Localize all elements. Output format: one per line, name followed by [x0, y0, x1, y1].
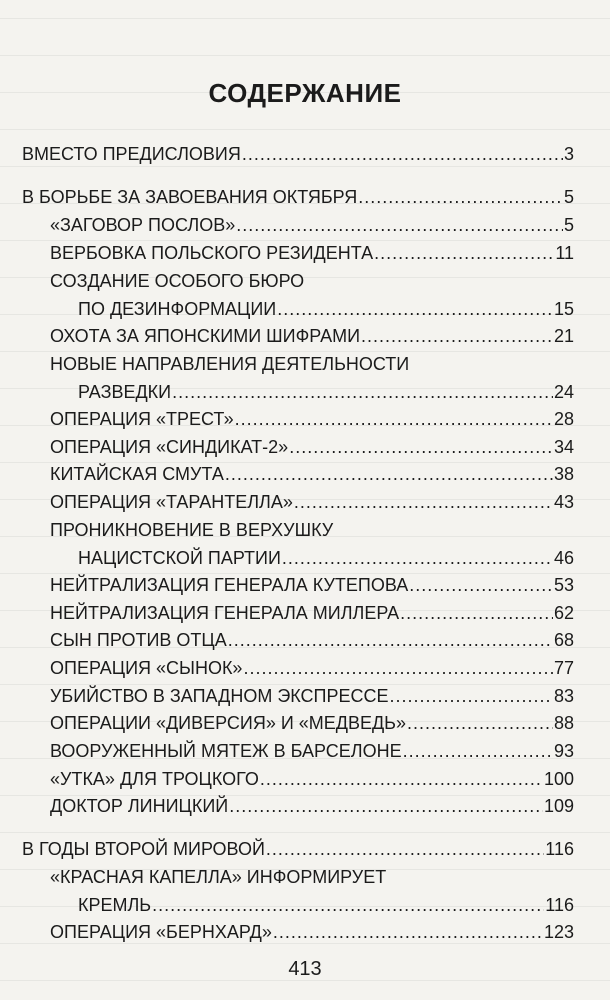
- toc-entry: [50, 460, 574, 488]
- dot-leader: [229, 792, 543, 820]
- toc-entry-page: 21: [553, 326, 574, 346]
- toc-entry-title: НЕЙТРАЛИЗАЦИЯ ГЕНЕРАЛА КУТЕПОВА: [50, 575, 409, 595]
- toc-entry: [50, 599, 574, 627]
- dot-leader: [277, 295, 553, 323]
- dot-leader: [152, 891, 544, 919]
- toc-entry-page: 46: [553, 548, 574, 568]
- toc-entry: [22, 140, 574, 168]
- toc-entry: [50, 267, 574, 323]
- toc-entry-page: 123: [543, 922, 574, 942]
- toc-entry-page: 116: [545, 895, 574, 915]
- toc-entry-page: 68: [553, 630, 574, 650]
- toc-entry-title: НОВЫЕ НАПРАВЛЕНИЯ ДЕЯТЕЛЬНОСТИ: [50, 354, 410, 374]
- toc-entry: [50, 765, 574, 793]
- toc-entry-page: 24: [553, 382, 574, 402]
- toc-entry-title: ОПЕРАЦИЯ «СИНДИКАТ-2»: [50, 437, 289, 457]
- dot-leader: [282, 544, 553, 572]
- toc-entry-page: 77: [553, 658, 574, 678]
- toc-entry: [50, 918, 574, 946]
- toc-entry: [22, 835, 574, 863]
- dot-leader: [236, 211, 563, 239]
- dot-leader: [266, 835, 544, 863]
- toc-entry-page: 5: [563, 215, 574, 235]
- toc-entry-title: ВЕРБОВКА ПОЛЬСКОГО РЕЗИДЕНТА: [50, 243, 374, 263]
- toc-entry-title: КИТАЙСКАЯ СМУТА: [50, 464, 224, 484]
- toc-entry-title: ОПЕРАЦИЯ «БЕРНХАРД»: [50, 922, 272, 942]
- toc-entry-title: ПРОНИКНОВЕНИЕ В ВЕРХУШКУ: [50, 520, 334, 540]
- toc-entry: [50, 863, 574, 919]
- toc-entry: [50, 516, 574, 572]
- toc-entry-page: 38: [553, 464, 574, 484]
- dot-leader: [273, 918, 543, 946]
- dot-leader: [358, 183, 563, 211]
- toc-entry-title: ВМЕСТО ПРЕДИСЛОВИЯ: [22, 144, 241, 164]
- dot-leader: [242, 140, 563, 168]
- dot-leader: [235, 405, 553, 433]
- dot-leader: [228, 626, 553, 654]
- toc-entry-title: ОПЕРАЦИЯ «ТАРАНТЕЛЛА»: [50, 492, 293, 512]
- toc-entry-page: 34: [553, 437, 574, 457]
- dot-leader: [403, 737, 553, 765]
- toc-entry-title: «КРАСНАЯ КАПЕЛЛА» ИНФОРМИРУЕТ: [50, 867, 387, 887]
- page-number: 413: [288, 958, 322, 980]
- toc-entry-title: НАЦИСТСКОЙ ПАРТИИ: [78, 548, 281, 568]
- toc-entry-title: В ГОДЫ ВТОРОЙ МИРОВОЙ: [22, 839, 265, 859]
- toc-entry-page: 53: [553, 575, 574, 595]
- toc-entry-title: КРЕМЛЬ: [78, 895, 152, 915]
- toc-entry-title: ПО ДЕЗИНФОРМАЦИИ: [78, 299, 277, 319]
- toc-entry-title: ДОКТОР ЛИНИЦКИЙ: [50, 796, 229, 816]
- toc-entry: [50, 737, 574, 765]
- dot-leader: [172, 378, 553, 406]
- dot-leader: [374, 239, 554, 267]
- toc-entry: [50, 211, 574, 239]
- toc-entry-title: ОПЕРАЦИЯ «СЫНОК»: [50, 658, 243, 678]
- dot-leader: [225, 460, 553, 488]
- toc-entry-title: УБИЙСТВО В ЗАПАДНОМ ЭКСПРЕССЕ: [50, 686, 389, 706]
- toc-entry-page: 3: [563, 144, 574, 164]
- dot-leader: [400, 599, 553, 627]
- toc-entry: [50, 792, 574, 820]
- toc-entry: [50, 405, 574, 433]
- toc-entry-title: СЫН ПРОТИВ ОТЦА: [50, 630, 227, 650]
- toc-entry-page: 100: [543, 769, 574, 789]
- toc-entry: [50, 682, 574, 710]
- toc-entry-page: 15: [553, 299, 574, 319]
- toc-entry-page: 83: [553, 686, 574, 706]
- toc-entry: [50, 626, 574, 654]
- toc-entry-page: 93: [553, 741, 574, 761]
- toc-entry-page: 43: [553, 492, 574, 512]
- toc-entry-page: 28: [553, 409, 574, 429]
- toc-entry-page: 88: [553, 713, 574, 733]
- toc-entry: [50, 709, 574, 737]
- toc-entry-page: 116: [545, 839, 574, 859]
- toc-entry-page: 5: [563, 187, 574, 207]
- toc-entry: [50, 322, 574, 350]
- toc-entry-title: В БОРЬБЕ ЗА ЗАВОЕВАНИЯ ОКТЯБРЯ: [22, 187, 358, 207]
- dot-leader: [260, 765, 543, 793]
- toc-entry: [22, 183, 574, 211]
- toc-entry-title: ВООРУЖЕННЫЙ МЯТЕЖ В БАРСЕЛОНЕ: [50, 741, 402, 761]
- toc-entry: [50, 571, 574, 599]
- dot-leader: [361, 322, 553, 350]
- toc-entry: [50, 350, 574, 406]
- dot-leader: [409, 571, 553, 599]
- toc-entry-title: «ЗАГОВОР ПОСЛОВ»: [50, 215, 236, 235]
- toc-entry-title: «УТКА» ДЛЯ ТРОЦКОГО: [50, 769, 259, 789]
- dot-leader: [294, 488, 553, 516]
- dot-leader: [390, 682, 553, 710]
- toc-entry-title: СОЗДАНИЕ ОСОБОГО БЮРО: [50, 271, 305, 291]
- toc-entry-title: ОХОТА ЗА ЯПОНСКИМИ ШИФРАМИ: [50, 326, 361, 346]
- toc-entry: [50, 488, 574, 516]
- dot-leader: [289, 433, 553, 461]
- toc-entry: [50, 433, 574, 461]
- toc-entry-title: ОПЕРАЦИИ «ДИВЕРСИЯ» И «МЕДВЕДЬ»: [50, 713, 407, 733]
- toc-entry-page: 11: [555, 243, 574, 263]
- toc-entry-title: РАЗВЕДКИ: [78, 382, 172, 402]
- toc-entry: [50, 654, 574, 682]
- page-title: СОДЕРЖАНИЕ: [208, 78, 402, 108]
- dot-leader: [243, 654, 553, 682]
- toc-entry-title: ОПЕРАЦИЯ «ТРЕСТ»: [50, 409, 234, 429]
- toc-entry-page: 62: [553, 603, 574, 623]
- toc-entry-page: 109: [543, 796, 574, 816]
- dot-leader: [407, 709, 553, 737]
- toc-entry: [50, 239, 574, 267]
- toc-entry-title: НЕЙТРАЛИЗАЦИЯ ГЕНЕРАЛА МИЛЛЕРА: [50, 603, 400, 623]
